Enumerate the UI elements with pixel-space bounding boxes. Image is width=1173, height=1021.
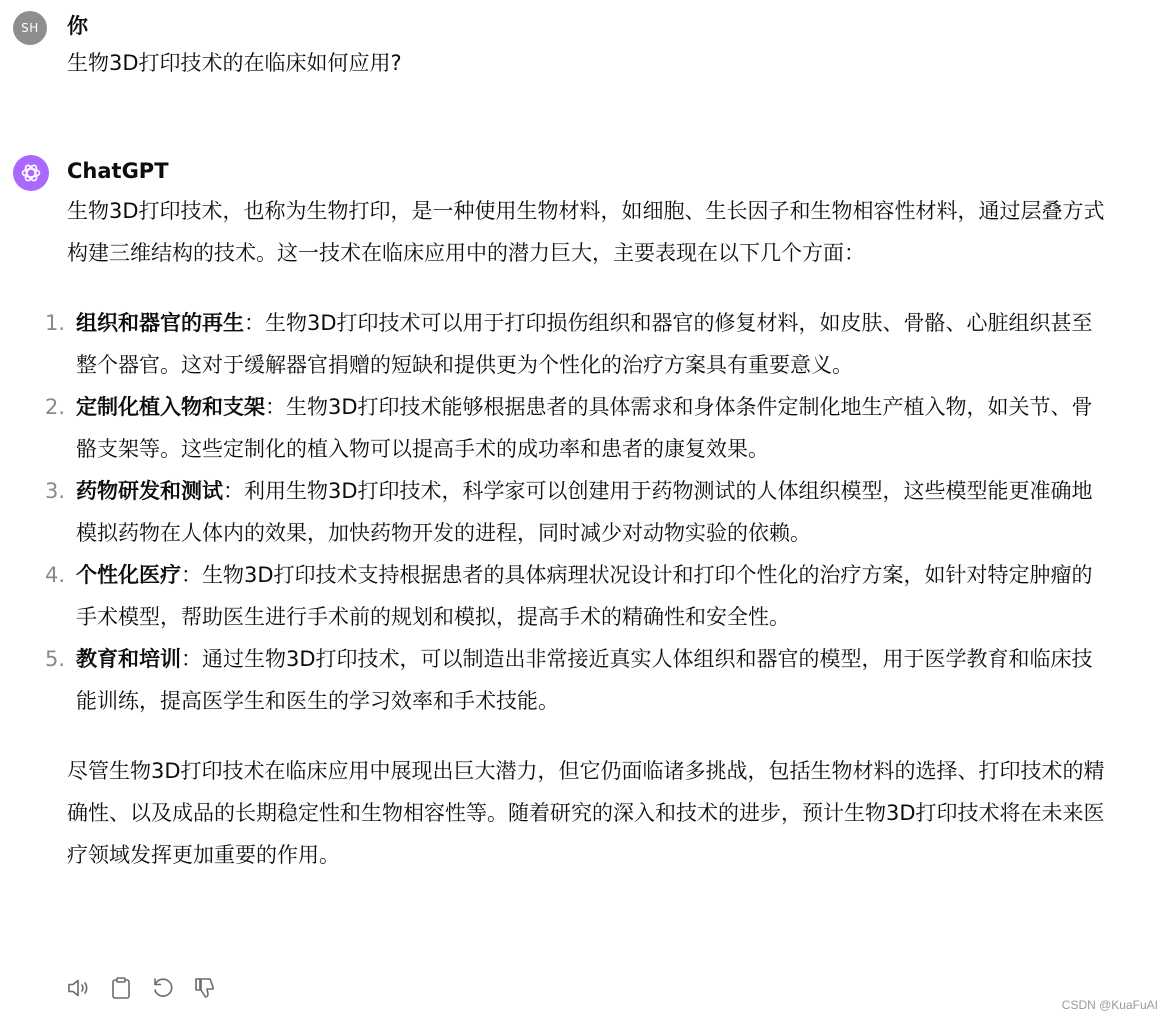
assistant-list: [45, 302, 1107, 722]
list-item: [45, 638, 1107, 722]
assistant-message: [45, 190, 1107, 876]
list-item: [45, 554, 1107, 638]
assistant-outro: 尽管生物3D打印技术在临床应用中展现出巨大潜力，但它仍面临诸多挑战，包括生物材料的选择、打印技术的精确性、以及成品的长期稳定性和生物相容性等。随着研究的深入和技术的进步，预计生物3D打印技术将在未来医疗领域发挥更加重要的作用。: [67, 759, 1105, 867]
chatgpt-avatar: [13, 155, 49, 191]
list-number: 5.: [45, 647, 66, 671]
regenerate-button[interactable]: [150, 975, 176, 1001]
user-message: 生物3D打印技术的在临床如何应用?: [67, 51, 402, 75]
list-item: [45, 470, 1107, 554]
list-item: [45, 302, 1107, 386]
list-item-text: ：利用生物3D打印技术，科学家可以创建用于药物测试的人体组织模型，这些模型能更准确地模拟药物在人体内的效果，加快药物开发的进程，同时减少对动物实验的依赖。: [76, 479, 1093, 545]
list-item-text: ：生物3D打印技术可以用于打印损伤组织和器官的修复材料，如皮肤、骨骼、心脏组织甚至整个器官。这对于缓解器官捐赠的短缺和提供更为个性化的治疗方案具有重要意义。: [76, 311, 1093, 377]
list-number: 3.: [45, 479, 66, 503]
thumbs-down-button[interactable]: [192, 975, 218, 1001]
message-actions: [66, 975, 218, 1001]
assistant-intro: 生物3D打印技术，也称为生物打印，是一种使用生物材料，如细胞、生长因子和生物相容性材料，通过层叠方式构建三维结构的技术。这一技术在临床应用中的潜力巨大，主要表现在以下几个方面：: [67, 199, 1105, 265]
openai-logo-icon: [13, 155, 49, 191]
list-number: 1.: [45, 311, 66, 335]
read-aloud-button[interactable]: [66, 975, 92, 1001]
list-item-text: ：生物3D打印技术能够根据患者的具体需求和身体条件定制化地生产植入物，如关节、骨骼支架等。这些定制化的植入物可以提高手术的成功率和患者的康复效果。: [76, 395, 1093, 461]
list-number: 4.: [45, 563, 66, 587]
user-avatar-initials: SH: [21, 21, 39, 35]
list-item-title: 定制化植入物和支架: [76, 395, 265, 419]
clipboard-icon: [108, 975, 134, 1001]
refresh-icon: [150, 975, 176, 1001]
list-item-title: 组织和器官的再生: [76, 311, 244, 335]
list-item-text: ：生物3D打印技术支持根据患者的具体病理状况设计和打印个性化的治疗方案，如针对特定肿瘤的手术模型，帮助医生进行手术前的规划和模拟，提高手术的精确性和安全性。: [76, 563, 1093, 629]
list-item: [45, 386, 1107, 470]
list-item-title: 药物研发和测试: [76, 479, 223, 503]
user-name: 你: [67, 14, 88, 38]
user-avatar: [13, 11, 47, 45]
thumbs-down-icon: [192, 975, 218, 1001]
list-item-title: 个性化医疗: [76, 563, 181, 587]
assistant-name: ChatGPT: [67, 159, 169, 183]
copy-button[interactable]: [108, 975, 134, 1001]
list-number: 2.: [45, 395, 66, 419]
watermark: CSDN @KuaFuAI: [1061, 998, 1158, 1012]
list-item-title: 教育和培训: [76, 647, 181, 671]
list-item-text: ：通过生物3D打印技术，可以制造出非常接近真实人体组织和器官的模型，用于医学教育和临床技能训练，提高医学生和医生的学习效率和手术技能。: [76, 647, 1093, 713]
speaker-icon: [66, 975, 92, 1001]
